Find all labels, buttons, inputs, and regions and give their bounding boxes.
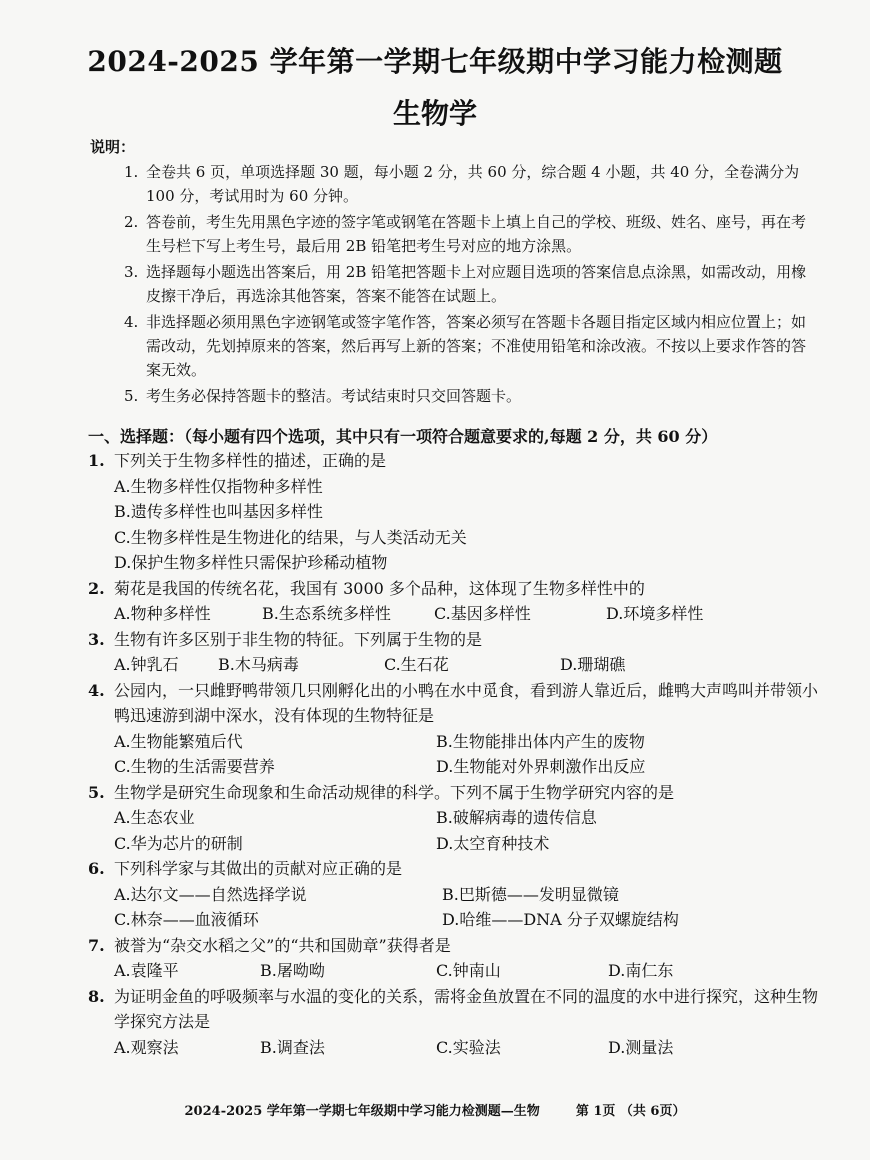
question-1 (88, 448, 818, 576)
option-b: B.木马病毒 (218, 655, 299, 674)
option-c: C.生石花 (384, 655, 449, 674)
question-stem (88, 856, 818, 882)
option-d: D.珊瑚礁 (560, 655, 626, 674)
option-c: C.实验法 (436, 1037, 501, 1057)
option-a: A.物种多样性 (114, 604, 211, 623)
note-text: 非选择题必须用黑色字迹钢笔或签字笔作答，答案必须写在答题卡各题目指定区域内相应位置上；如需改动，先划掉原来的答案，然后再写上新的答案；不准使用铅笔和涂改液。不按以上要求作答的答案无效。 (146, 313, 807, 379)
question-text: 下列关于生物多样性的描述，正确的是 (114, 451, 387, 470)
option-c: C.华为芯片的研制 (114, 833, 243, 853)
note-number: 5. (124, 387, 139, 405)
option-d: D.太空育种技术 (436, 833, 550, 853)
question-stem (88, 448, 818, 474)
question-list (88, 448, 818, 1060)
option-d: D.哈维——DNA 分子双螺旋结构 (442, 910, 679, 929)
question-stem (88, 678, 818, 729)
option-group (88, 474, 818, 576)
question-5 (88, 780, 818, 857)
option-group (88, 601, 818, 627)
option-b: B.遗传多样性也叫基因多样性 (114, 502, 323, 521)
option-group (88, 652, 818, 678)
note-item-3 (124, 260, 814, 308)
note-text: 选择题每小题选出答案后，用 2B 铅笔把答题卡上对应题目选项的答案信息点涂黑，如需改动，用橡皮擦干净后，再选涂其他答案，答案不能答在试题上。 (146, 263, 807, 305)
note-number: 3. (124, 263, 139, 281)
note-number: 2. (124, 213, 139, 231)
option-d: D.生物能对外界刺激作出反应 (436, 757, 646, 776)
note-number: 4. (124, 313, 139, 331)
note-text: 考生务必保持答题卡的整洁。考试结束时只交回答题卡。 (146, 387, 522, 405)
option-a: A.生态农业 (114, 808, 195, 827)
footer-page-number: 第 1页 （共 6页） (575, 1104, 686, 1119)
question-number: 6. (88, 859, 105, 878)
option-b: B.屠呦呦 (260, 961, 325, 980)
option-b: B.调查法 (260, 1037, 325, 1057)
option-a: A.达尔文——自然选择学说 (114, 884, 307, 904)
question-number: 5. (88, 782, 105, 802)
question-7 (88, 933, 818, 984)
note-item-4 (124, 310, 814, 382)
note-item-5 (124, 384, 814, 408)
option-a: A.生物能繁殖后代 (114, 731, 243, 751)
section-heading: 一、选择题：（每小题有四个选项，其中只有一项符合题意要求的,每题 2 分，共 60 分） (88, 427, 718, 446)
question-8 (88, 984, 818, 1061)
question-text: 为证明金鱼的呼吸频率与水温的变化的关系，需将金鱼放置在不同的温度的水中进行探究，这种生物学探究方法是 (114, 986, 819, 1031)
option-b: B.巴斯德——发明显微镜 (442, 884, 619, 904)
page-subtitle: 生物学 (392, 97, 477, 130)
question-stem (88, 576, 818, 602)
notes-heading: 说明： (90, 138, 136, 156)
option-a: A.钟乳石 (114, 655, 179, 674)
question-number: 8. (88, 986, 105, 1006)
page-title: 2024-2025 学年第一学期七年级期中学习能力检测题 (87, 45, 783, 78)
option-group (88, 729, 818, 780)
option-a: A.观察法 (114, 1037, 179, 1057)
note-number: 1. (124, 163, 139, 181)
option-c: C.钟南山 (436, 961, 501, 980)
option-group (88, 805, 818, 856)
question-stem (88, 780, 818, 806)
question-6 (88, 856, 818, 933)
question-stem (88, 933, 818, 959)
option-b: B.破解病毒的遗传信息 (436, 808, 597, 827)
option-group (88, 882, 818, 933)
question-number: 7. (88, 935, 105, 955)
question-text: 生物有许多区别于非生物的特征。下列属于生物的是 (114, 629, 483, 649)
option-d: D.测量法 (608, 1037, 674, 1057)
question-stem (88, 984, 818, 1035)
question-4 (88, 678, 818, 780)
option-c: C.基因多样性 (434, 604, 531, 623)
note-item-2 (124, 210, 814, 258)
question-stem (88, 627, 818, 653)
question-number: 1. (88, 451, 105, 470)
page-footer (0, 1100, 870, 1119)
question-text: 公园内，一只雌野鸭带领几只刚孵化出的小鸭在水中觅食，看到游人靠近后，雌鸭大声鸣叫并带领小鸭迅速游到湖中深水，没有体现的生物特征是 (114, 680, 819, 725)
option-b: B.生物能排出体内产生的废物 (436, 731, 645, 751)
option-group (88, 958, 818, 984)
option-d: D.南仁东 (608, 961, 674, 980)
option-b: B.生态系统多样性 (262, 604, 391, 623)
option-c: C.生物多样性是生物进化的结果，与人类活动无关 (114, 527, 467, 547)
option-c: C.林奈——血液循环 (114, 910, 259, 929)
question-3 (88, 627, 818, 678)
question-text: 菊花是我国的传统名花，我国有 3000 多个品种，这体现了生物多样性中的 (114, 578, 645, 598)
note-text: 答卷前，考生先用黑色字迹的签字笔或钢笔在答题卡上填上自己的学校、班级、姓名、座号，再在考生号栏下写上考生号，最后用 2B 铅笔把考生号对应的地方涂黑。 (146, 213, 807, 255)
option-group (88, 1035, 818, 1061)
question-text: 被誉为“杂交水稻之父”的“共和国勋章”获得者是 (114, 935, 451, 955)
option-a: A.袁隆平 (114, 961, 179, 980)
option-d: D.保护生物多样性只需保护珍稀动植物 (114, 553, 388, 572)
question-number: 3. (88, 629, 105, 649)
footer-exam-name: 2024-2025 学年第一学期七年级期中学习能力检测题—生物 (184, 1104, 540, 1119)
option-c: C.生物的生活需要营养 (114, 757, 275, 776)
question-number: 4. (88, 680, 105, 700)
note-item-1 (124, 160, 814, 208)
question-text: 下列科学家与其做出的贡献对应正确的是 (114, 859, 403, 878)
note-text: 全卷共 6 页，单项选择题 30 题，每小题 2 分，共 60 分，综合题 4 小题，共 40 分，全卷满分为 100 分，考试用时为 60 分钟。 (146, 163, 800, 205)
option-d: D.环境多样性 (606, 604, 704, 623)
question-2 (88, 576, 818, 627)
option-a: A.生物多样性仅指物种多样性 (114, 476, 323, 496)
question-number: 2. (88, 578, 105, 598)
question-text: 生物学是研究生命现象和生命活动规律的科学。下列不属于生物学研究内容的是 (114, 782, 675, 802)
notes-list (124, 160, 814, 410)
